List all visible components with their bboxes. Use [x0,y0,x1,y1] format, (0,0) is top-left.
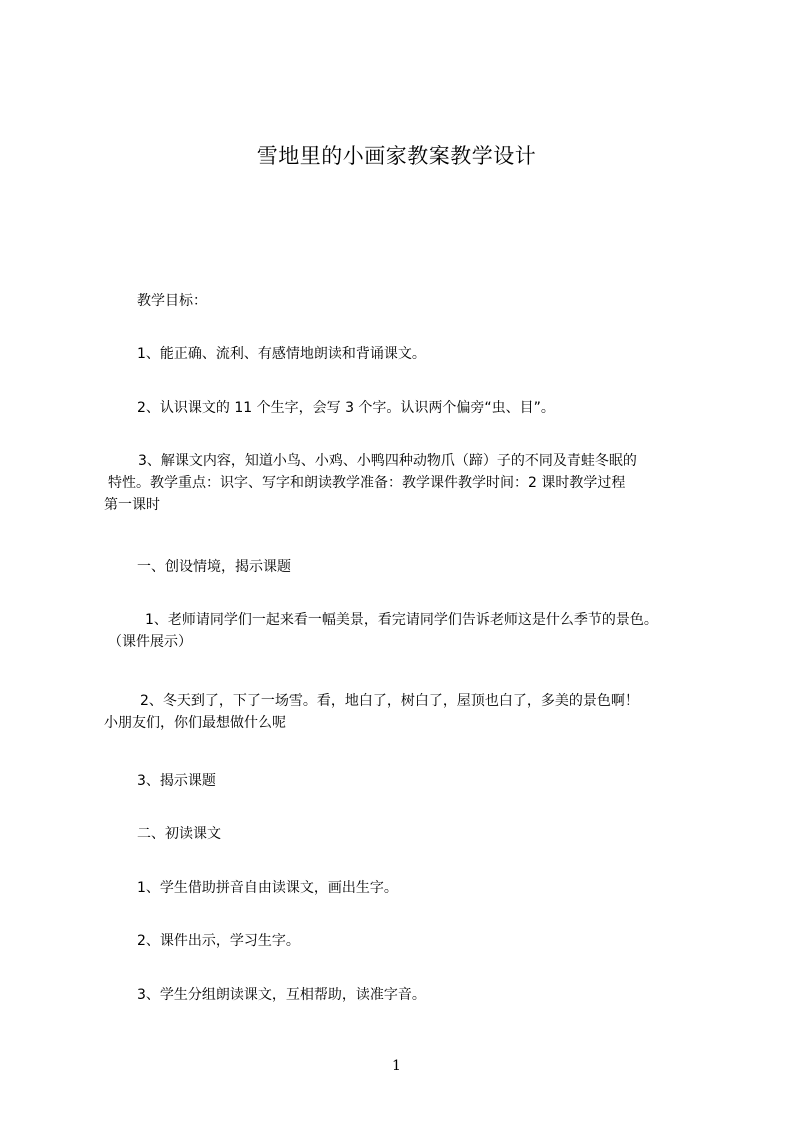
text-line: 二、初读课文 [137,826,221,842]
text-line: 特性。教学重点：识字、写字和朗读教学准备：教学课件教学时间：2 课时教学过程 [108,475,626,491]
text-line: （课件展示） [108,634,192,650]
paragraph-goal-3 [104,450,637,516]
text-line: 第一课时 [104,497,160,513]
paragraph-goal-heading [137,290,207,312]
paragraph-step-1-2 [104,690,639,734]
text-line: 一、创设情境，揭示课题 [137,559,291,575]
page-number: 1 [392,1058,401,1074]
paragraph-goal-2 [137,397,555,419]
section-heading-2 [137,823,221,845]
text-line: 小朋友们，你们最想做什么呢 [104,715,286,731]
text-line: 2、认识课文的 11 个生字，会写 3 个字。认识两个偏旁“虫、目”。 [137,400,555,416]
text-line: 1、老师请同学们一起来看一幅美景，看完请同学们告诉老师这是什么季节的景色。 [145,612,658,628]
text-line: 3、学生分组朗读课文，互相帮助，读准字音。 [137,987,426,1003]
paragraph-step-2-1 [137,877,398,899]
document-title: 雪地里的小画家教案教学设计 [256,144,537,168]
paragraph-goal-1 [137,343,426,365]
text-line: 3、揭示课题 [137,773,216,789]
paragraph-step-1-3 [137,770,216,792]
text-line: 2、课件出示，学习生字。 [137,933,300,949]
text-line: 3、解课文内容，知道小鸟、小鸡、小鸭四种动物爪（蹄）子的不同及青蛙冬眠的 [138,453,637,469]
paragraph-step-2-2 [137,930,300,952]
text-line: 教学目标： [137,293,207,309]
paragraph-step-1-1 [108,609,658,653]
paragraph-step-2-3 [137,984,426,1006]
section-heading-1 [137,556,291,578]
text-line: 2、冬天到了，下了一场雪。看，地白了，树白了，屋顶也白了，多美的景色啊！ [140,693,639,709]
text-line: 1、学生借助拼音自由读课文，画出生字。 [137,880,398,896]
text-line: 1、能正确、流利、有感情地朗读和背诵课文。 [137,346,426,362]
